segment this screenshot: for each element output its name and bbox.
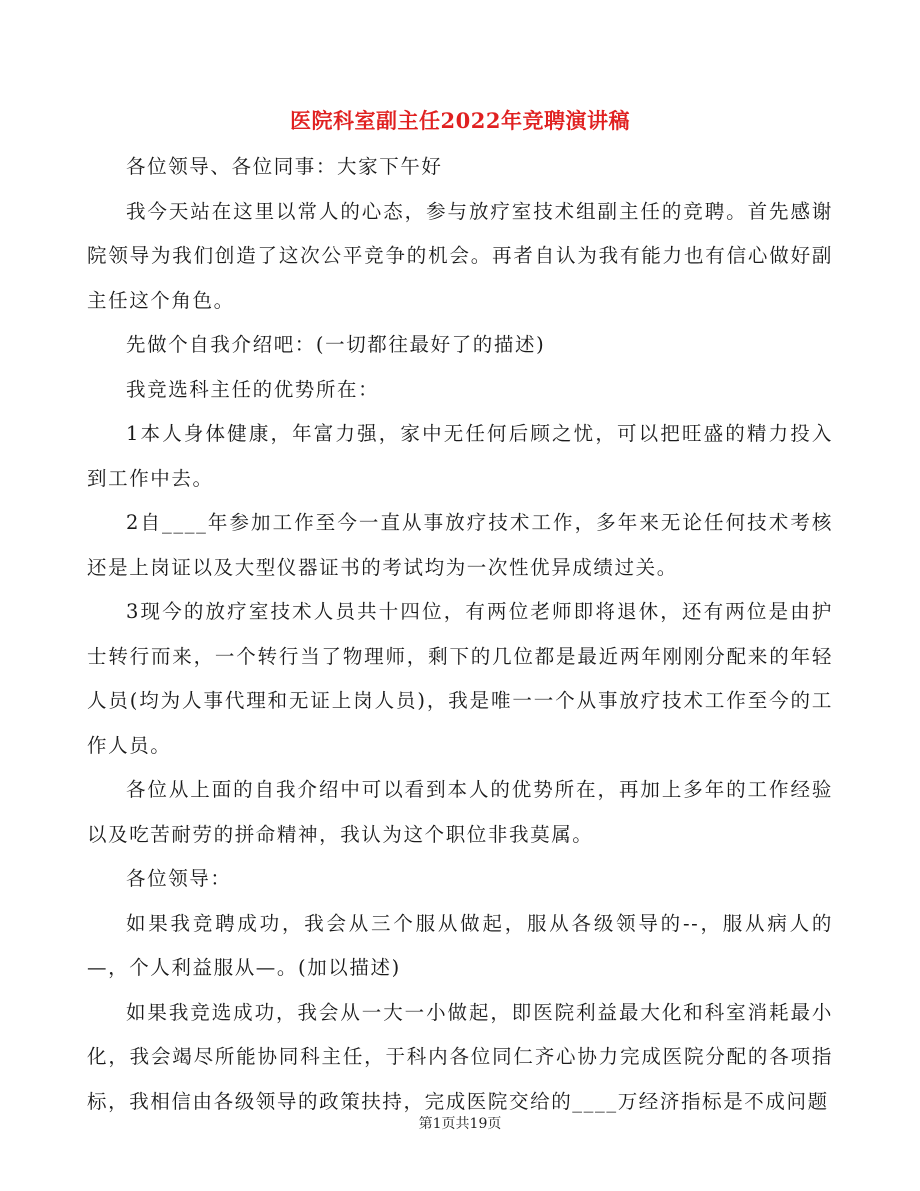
paragraph-self-intro: 先做个自我介绍吧：(一切都往最好了的描述) xyxy=(126,333,546,356)
document-title: 医院科室副主任2022年竞聘演讲稿 xyxy=(290,108,630,133)
paragraph-advantage-1: 1本人身体健康，年富力强，家中无任何后顾之忧，可以把旺盛的精力投入到工作中去。 xyxy=(87,422,833,490)
paragraph-advantages-heading: 我竞选科主任的优势所在： xyxy=(126,377,380,401)
paragraph-advantage-2: 2自____年参加工作至今一直从事放疗技术工作，多年来无论任何技术考核还是上岗证以及大型仪器证书的考试均为一次性优异成绩过关。 xyxy=(87,511,833,579)
document-body xyxy=(87,145,833,1124)
paragraph-intro: 我今天站在这里以常人的心态，参与放疗室技术组副主任的竞聘。首先感谢院领导为我们创造了这次公平竞争的机会。再者自认为我有能力也有信心做好副主任这个角色。 xyxy=(87,199,833,312)
paragraph-summary: 各位从上面的自我介绍中可以看到本人的优势所在，再加上多年的工作经验以及吃苦耐劳的拼命精神，我认为这个职位非我莫属。 xyxy=(87,778,833,846)
paragraph-advantage-3: 3现今的放疗室技术人员共十四位，有两位老师即将退休，还有两位是由护士转行而来，一个转行当了物理师，剩下的几位都是最近两年刚刚分配来的年轻人员(均为人事代理和无证上岗人员)，我是唯一一个从事放疗技术工作至今的工作人员。 xyxy=(87,600,833,757)
paragraph-one-big-one-small: 如果我竞选成功，我会从一大一小做起，即医院利益最大化和科室消耗最小化，我会竭尽所能协同科主任，于科内各位同仁齐心协力完成医院分配的各项指标，我相信由各级领导的政策扶持，完成医院交给的____万经济指标是不成问题 xyxy=(87,1000,833,1113)
page-footer: 第1页共19页 xyxy=(418,1116,502,1132)
paragraph-address: 各位领导： xyxy=(126,867,232,890)
paragraph-three-obey: 如果我竞聘成功，我会从三个服从做起，服从各级领导的--，服从病人的—，个人利益服从—。(加以描述) xyxy=(87,911,833,979)
paragraph-greeting: 各位领导、各位同事：大家下午好 xyxy=(126,155,443,178)
